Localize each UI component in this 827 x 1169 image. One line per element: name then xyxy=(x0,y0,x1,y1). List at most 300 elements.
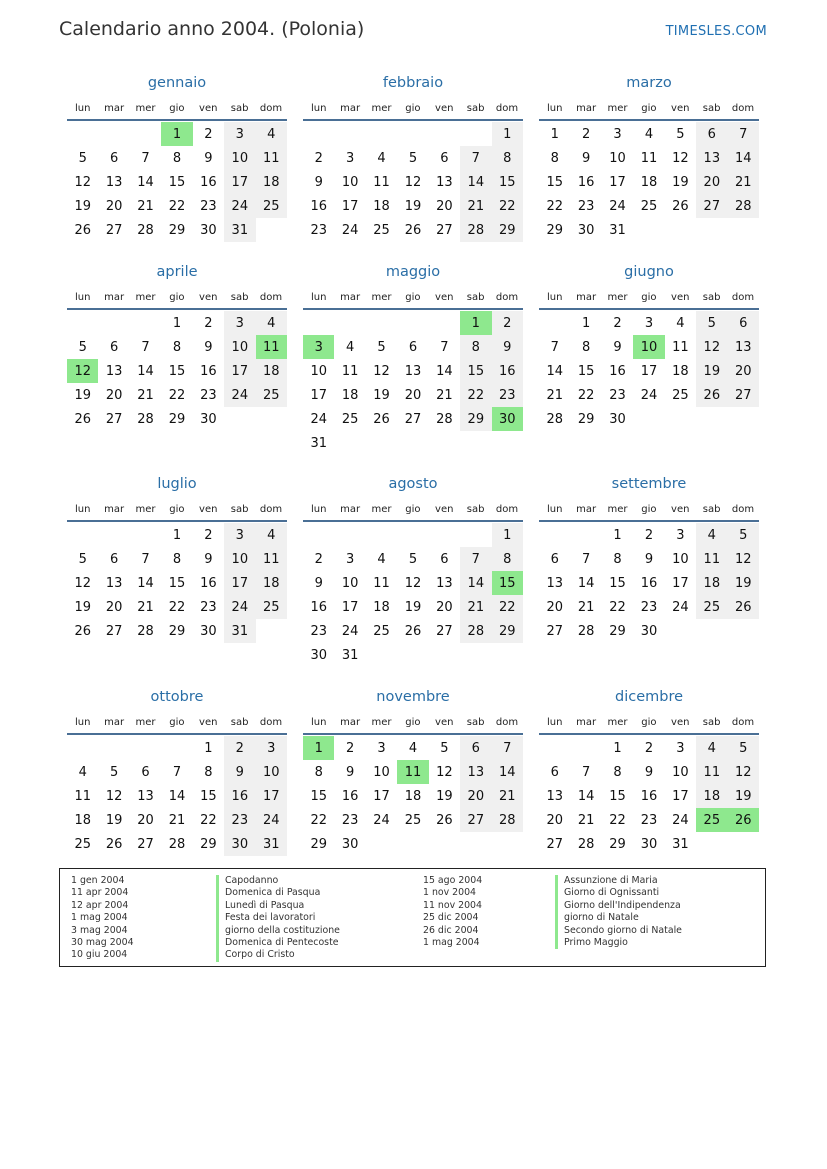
month-name: agosto xyxy=(388,476,438,492)
day-cell: 25 xyxy=(672,387,689,403)
day-cell: 27 xyxy=(105,623,123,639)
month-name: gennaio xyxy=(147,75,207,91)
day-cell: 31 xyxy=(224,218,255,242)
day-cell: 28 xyxy=(137,623,154,639)
weekday-header xyxy=(303,498,523,520)
month-name: giugno xyxy=(624,264,674,280)
month-name: ottobre xyxy=(150,689,204,705)
empty-cell xyxy=(429,311,460,335)
weekday-label: lun xyxy=(74,291,91,303)
day-cell: 22 xyxy=(168,387,186,403)
day-cell: 15 xyxy=(609,575,626,591)
header-rule xyxy=(67,308,287,310)
empty-cell xyxy=(334,311,365,335)
day-cell: 24 xyxy=(640,387,658,403)
day-cell: 15 xyxy=(492,170,523,194)
empty-cell xyxy=(161,736,192,760)
day-cell: 7 xyxy=(440,339,449,355)
day-cell: 25 xyxy=(696,595,727,619)
weekday-label: sab xyxy=(466,291,485,303)
empty-cell xyxy=(539,311,570,335)
day-cell: 9 xyxy=(314,575,323,591)
weekday-label: mar xyxy=(104,716,125,728)
day-cell: 8 xyxy=(314,764,323,780)
weekday-label: dom xyxy=(259,102,283,114)
day-cell: 23 xyxy=(640,812,658,828)
day-cell: 17 xyxy=(640,363,658,379)
day-cell: 24 xyxy=(224,383,255,407)
day-cell: 4 xyxy=(377,551,386,567)
day-cell: 5 xyxy=(728,736,759,760)
day-cell: 28 xyxy=(168,836,186,852)
day-cell: 21 xyxy=(436,387,453,403)
weekday-label: dom xyxy=(495,291,519,303)
day-cell: 19 xyxy=(728,784,759,808)
day-cell: 5 xyxy=(78,551,87,567)
day-cell: 22 xyxy=(460,383,491,407)
weekday-label: dom xyxy=(731,102,755,114)
weekday-label: sab xyxy=(466,102,485,114)
weekday-header xyxy=(67,97,287,119)
holiday-day-cell: 1 xyxy=(303,736,334,760)
holiday-day-cell: 3 xyxy=(303,335,334,359)
header-rule xyxy=(303,520,523,522)
legend-dates-left xyxy=(71,875,134,962)
day-cell: 16 xyxy=(640,575,658,591)
day-cell: 11 xyxy=(672,339,689,355)
day-cell: 8 xyxy=(581,339,591,355)
day-cell: 24 xyxy=(609,198,626,214)
empty-cell xyxy=(303,523,334,547)
day-cell: 20 xyxy=(105,198,123,214)
day-cell: 7 xyxy=(141,339,150,355)
day-cell: 2 xyxy=(204,126,213,142)
day-cell: 19 xyxy=(404,198,422,214)
day-cell: 3 xyxy=(256,736,287,760)
day-cell: 27 xyxy=(137,836,154,852)
day-cell: 3 xyxy=(644,315,654,331)
weekday-label: ven xyxy=(435,716,454,728)
day-cell: 3 xyxy=(377,740,386,756)
legend-date: 1 gen 2004 xyxy=(71,875,125,886)
day-cell: 8 xyxy=(550,150,559,166)
day-cell: 10 xyxy=(341,575,359,591)
day-cell: 22 xyxy=(492,194,523,218)
day-cell: 18 xyxy=(256,170,287,194)
weekday-label: dom xyxy=(731,503,755,515)
day-cell: 14 xyxy=(577,575,595,591)
day-cell: 1 xyxy=(172,315,182,331)
weekday-label: mer xyxy=(135,503,156,515)
empty-cell xyxy=(366,122,397,146)
day-cell: 15 xyxy=(609,788,626,804)
day-cell: 18 xyxy=(373,599,390,615)
month-agosto xyxy=(303,474,523,667)
day-grid xyxy=(539,736,759,856)
day-cell: 11 xyxy=(341,363,359,379)
day-cell: 23 xyxy=(341,812,359,828)
legend-holiday-name: Festa dei lavoratori xyxy=(216,912,340,924)
weekday-label: dom xyxy=(495,503,519,515)
day-grid xyxy=(67,122,287,242)
day-cell: 8 xyxy=(492,547,523,571)
day-cell: 3 xyxy=(224,523,255,547)
weekday-label: gio xyxy=(641,716,657,728)
day-cell: 6 xyxy=(440,551,449,567)
day-cell: 20 xyxy=(137,812,154,828)
weekday-label: mar xyxy=(340,102,361,114)
day-cell: 27 xyxy=(436,623,453,639)
day-cell: 15 xyxy=(546,174,563,190)
month-febbraio xyxy=(303,73,523,242)
empty-cell xyxy=(366,523,397,547)
day-cell: 28 xyxy=(577,836,595,852)
day-cell: 16 xyxy=(492,359,523,383)
legend-date: 1 mag 2004 xyxy=(423,936,480,948)
day-cell: 1 xyxy=(492,122,523,146)
empty-cell xyxy=(460,523,491,547)
day-cell: 14 xyxy=(137,363,154,379)
day-cell: 10 xyxy=(256,760,287,784)
weekday-label: mar xyxy=(576,503,597,515)
day-cell: 17 xyxy=(672,788,689,804)
day-cell: 2 xyxy=(492,311,523,335)
day-cell: 7 xyxy=(581,764,591,780)
day-cell: 7 xyxy=(172,764,182,780)
weekday-label: gio xyxy=(169,102,185,114)
weekday-label: gio xyxy=(405,716,421,728)
empty-cell xyxy=(570,736,601,760)
day-cell: 26 xyxy=(404,222,422,238)
day-cell: 18 xyxy=(256,359,287,383)
day-cell: 6 xyxy=(440,150,449,166)
header-rule xyxy=(539,520,759,522)
weekday-header xyxy=(67,286,287,308)
day-cell: 7 xyxy=(581,551,591,567)
day-cell: 19 xyxy=(74,198,91,214)
day-cell: 25 xyxy=(373,623,390,639)
day-cell: 19 xyxy=(74,387,91,403)
day-cell: 29 xyxy=(168,222,186,238)
day-cell: 21 xyxy=(546,387,563,403)
day-cell: 8 xyxy=(492,146,523,170)
day-cell: 22 xyxy=(200,812,217,828)
day-grid xyxy=(303,523,523,667)
day-cell: 28 xyxy=(137,222,154,238)
empty-cell xyxy=(98,736,129,760)
day-cell: 12 xyxy=(728,547,759,571)
day-grid xyxy=(303,311,523,455)
day-cell: 13 xyxy=(546,788,563,804)
day-cell: 13 xyxy=(105,363,123,379)
weekday-header xyxy=(539,711,759,733)
day-cell: 13 xyxy=(728,335,759,359)
weekday-label: dom xyxy=(731,716,755,728)
holiday-day-cell: 30 xyxy=(492,407,523,431)
month-name: maggio xyxy=(385,264,441,280)
day-grid xyxy=(303,736,523,856)
day-cell: 12 xyxy=(728,760,759,784)
day-cell: 24 xyxy=(310,411,327,427)
day-cell: 27 xyxy=(696,194,727,218)
day-cell: 19 xyxy=(436,788,453,804)
empty-cell xyxy=(429,523,460,547)
weekday-label: ven xyxy=(435,102,454,114)
day-cell: 16 xyxy=(577,174,595,190)
day-cell: 7 xyxy=(141,150,150,166)
day-cell: 21 xyxy=(168,812,186,828)
legend-date: 3 mag 2004 xyxy=(71,924,128,936)
legend-date: 26 dic 2004 xyxy=(423,924,479,936)
day-cell: 5 xyxy=(408,551,418,567)
day-cell: 19 xyxy=(672,174,689,190)
day-cell: 26 xyxy=(105,836,123,852)
holiday-day-cell: 11 xyxy=(256,335,287,359)
legend-names-left xyxy=(216,875,340,962)
day-cell: 5 xyxy=(78,150,87,166)
day-cell: 23 xyxy=(200,198,217,214)
day-cell: 5 xyxy=(78,339,87,355)
day-cell: 22 xyxy=(168,599,186,615)
day-cell: 7 xyxy=(550,339,559,355)
day-cell: 18 xyxy=(373,198,390,214)
empty-cell xyxy=(397,122,428,146)
day-cell: 10 xyxy=(609,150,626,166)
day-cell: 24 xyxy=(373,812,390,828)
day-cell: 5 xyxy=(696,311,727,335)
day-cell: 14 xyxy=(436,363,453,379)
day-cell: 15 xyxy=(310,788,327,804)
day-cell: 26 xyxy=(672,198,689,214)
weekday-label: sab xyxy=(230,291,249,303)
day-cell: 31 xyxy=(609,222,626,238)
day-cell: 29 xyxy=(546,222,563,238)
month-name: marzo xyxy=(626,75,672,91)
empty-cell xyxy=(67,736,98,760)
weekday-label: mer xyxy=(371,102,392,114)
day-cell: 27 xyxy=(436,222,453,238)
weekday-label: mer xyxy=(607,503,628,515)
day-cell: 29 xyxy=(609,623,626,639)
month-giugno xyxy=(539,262,759,431)
day-cell: 22 xyxy=(546,198,563,214)
day-cell: 10 xyxy=(310,363,327,379)
header-rule xyxy=(539,119,759,121)
empty-cell xyxy=(570,523,601,547)
weekday-label: dom xyxy=(259,716,283,728)
day-cell: 2 xyxy=(314,551,323,567)
day-cell: 3 xyxy=(676,527,685,543)
day-cell: 3 xyxy=(224,311,255,335)
day-grid xyxy=(539,523,759,643)
weekday-label: gio xyxy=(169,716,185,728)
day-cell: 16 xyxy=(609,363,626,379)
day-cell: 21 xyxy=(728,170,759,194)
day-cell: 5 xyxy=(408,150,418,166)
day-cell: 20 xyxy=(460,784,491,808)
day-cell: 9 xyxy=(581,150,591,166)
day-cell: 19 xyxy=(373,387,390,403)
month-novembre xyxy=(303,687,523,856)
day-cell: 16 xyxy=(200,363,217,379)
weekday-label: gio xyxy=(641,291,657,303)
day-cell: 11 xyxy=(696,760,727,784)
day-cell: 30 xyxy=(609,411,626,427)
empty-cell xyxy=(303,122,334,146)
day-cell: 20 xyxy=(105,599,123,615)
holiday-day-cell: 10 xyxy=(633,335,664,359)
legend-date: 11 apr 2004 xyxy=(71,887,129,899)
day-cell: 28 xyxy=(436,411,453,427)
header-rule xyxy=(67,733,287,735)
day-cell: 9 xyxy=(345,764,355,780)
day-cell: 26 xyxy=(404,623,422,639)
day-cell: 4 xyxy=(644,126,654,142)
weekday-label: lun xyxy=(546,503,563,515)
day-cell: 7 xyxy=(728,122,759,146)
day-cell: 15 xyxy=(168,363,186,379)
day-cell: 6 xyxy=(109,551,119,567)
weekday-header xyxy=(303,286,523,308)
legend-holiday-name: Giorno dell'Indipendenza xyxy=(555,900,682,912)
day-cell: 7 xyxy=(141,551,150,567)
day-cell: 2 xyxy=(644,740,654,756)
day-cell: 12 xyxy=(373,363,390,379)
day-cell: 9 xyxy=(613,339,622,355)
day-cell: 23 xyxy=(640,599,658,615)
header-rule xyxy=(539,733,759,735)
weekday-label: mar xyxy=(576,102,597,114)
header-rule xyxy=(67,520,287,522)
day-cell: 20 xyxy=(436,198,453,214)
month-name: aprile xyxy=(156,264,198,280)
holiday-day-cell: 1 xyxy=(460,311,491,335)
holiday-day-cell: 1 xyxy=(161,122,192,146)
day-cell: 28 xyxy=(460,619,491,643)
day-cell: 17 xyxy=(224,170,255,194)
day-cell: 19 xyxy=(105,812,123,828)
day-cell: 2 xyxy=(581,126,591,142)
day-cell: 13 xyxy=(137,788,154,804)
day-cell: 7 xyxy=(460,146,491,170)
month-name: novembre xyxy=(376,689,450,705)
day-cell: 16 xyxy=(640,788,658,804)
day-cell: 25 xyxy=(341,411,359,427)
day-cell: 25 xyxy=(256,595,287,619)
day-cell: 30 xyxy=(200,411,217,427)
weekday-label: mar xyxy=(576,716,597,728)
day-cell: 15 xyxy=(577,363,595,379)
day-cell: 5 xyxy=(440,740,449,756)
day-cell: 8 xyxy=(172,551,182,567)
day-cell: 26 xyxy=(436,812,453,828)
day-cell: 6 xyxy=(550,764,559,780)
day-cell: 9 xyxy=(204,150,213,166)
day-grid xyxy=(67,736,287,856)
weekday-label: lun xyxy=(310,102,327,114)
weekday-header xyxy=(67,711,287,733)
empty-cell xyxy=(539,736,570,760)
weekday-label: gio xyxy=(405,291,421,303)
weekday-label: gio xyxy=(169,291,185,303)
day-cell: 18 xyxy=(404,788,422,804)
day-cell: 22 xyxy=(310,812,327,828)
legend-date: 1 nov 2004 xyxy=(423,887,477,899)
legend-dates-right xyxy=(423,875,482,949)
day-cell: 28 xyxy=(546,411,563,427)
day-cell: 23 xyxy=(577,198,595,214)
day-cell: 13 xyxy=(404,363,422,379)
day-cell: 20 xyxy=(546,599,563,615)
day-cell: 10 xyxy=(672,551,689,567)
weekday-label: mar xyxy=(340,716,361,728)
day-cell: 17 xyxy=(341,599,359,615)
empty-cell xyxy=(130,736,161,760)
weekday-label: mer xyxy=(607,291,628,303)
day-cell: 14 xyxy=(137,174,154,190)
day-cell: 8 xyxy=(460,335,491,359)
day-cell: 27 xyxy=(546,836,563,852)
holiday-day-cell: 11 xyxy=(397,760,428,784)
legend-date: 30 mag 2004 xyxy=(71,936,134,948)
day-cell: 25 xyxy=(404,812,422,828)
empty-cell xyxy=(98,523,129,547)
weekday-label: mer xyxy=(607,716,628,728)
legend-holiday-name: Domenica di Pasqua xyxy=(216,887,340,899)
day-cell: 18 xyxy=(341,387,359,403)
day-cell: 4 xyxy=(256,122,287,146)
day-cell: 20 xyxy=(404,387,422,403)
empty-cell xyxy=(67,523,98,547)
weekday-label: mar xyxy=(104,291,125,303)
legend-holiday-name: Assunzione di Maria xyxy=(555,875,682,887)
weekday-label: ven xyxy=(671,503,690,515)
day-cell: 29 xyxy=(609,836,626,852)
weekday-label: mer xyxy=(135,102,156,114)
day-cell: 1 xyxy=(550,126,559,142)
day-cell: 14 xyxy=(492,760,523,784)
day-cell: 22 xyxy=(168,198,186,214)
day-cell: 12 xyxy=(696,335,727,359)
day-cell: 3 xyxy=(613,126,622,142)
day-cell: 1 xyxy=(613,740,622,756)
day-cell: 15 xyxy=(168,575,186,591)
day-cell: 16 xyxy=(200,174,217,190)
day-cell: 9 xyxy=(224,760,255,784)
header-rule xyxy=(303,308,523,310)
day-cell: 27 xyxy=(546,623,563,639)
day-cell: 21 xyxy=(577,599,595,615)
day-cell: 28 xyxy=(137,411,154,427)
weekday-label: sab xyxy=(466,716,485,728)
day-cell: 12 xyxy=(404,174,422,190)
day-cell: 25 xyxy=(74,836,91,852)
month-aprile xyxy=(67,262,287,431)
day-cell: 31 xyxy=(672,836,689,852)
day-cell: 29 xyxy=(492,218,523,242)
day-cell: 11 xyxy=(74,788,91,804)
day-cell: 20 xyxy=(436,599,453,615)
day-cell: 24 xyxy=(672,599,689,615)
empty-cell xyxy=(460,122,491,146)
day-cell: 5 xyxy=(676,126,685,142)
day-cell: 31 xyxy=(341,647,359,663)
weekday-label: dom xyxy=(495,716,519,728)
day-cell: 15 xyxy=(460,359,491,383)
empty-cell xyxy=(130,311,161,335)
day-cell: 20 xyxy=(728,359,759,383)
brand-link[interactable]: TIMESLES.COM xyxy=(665,24,767,39)
